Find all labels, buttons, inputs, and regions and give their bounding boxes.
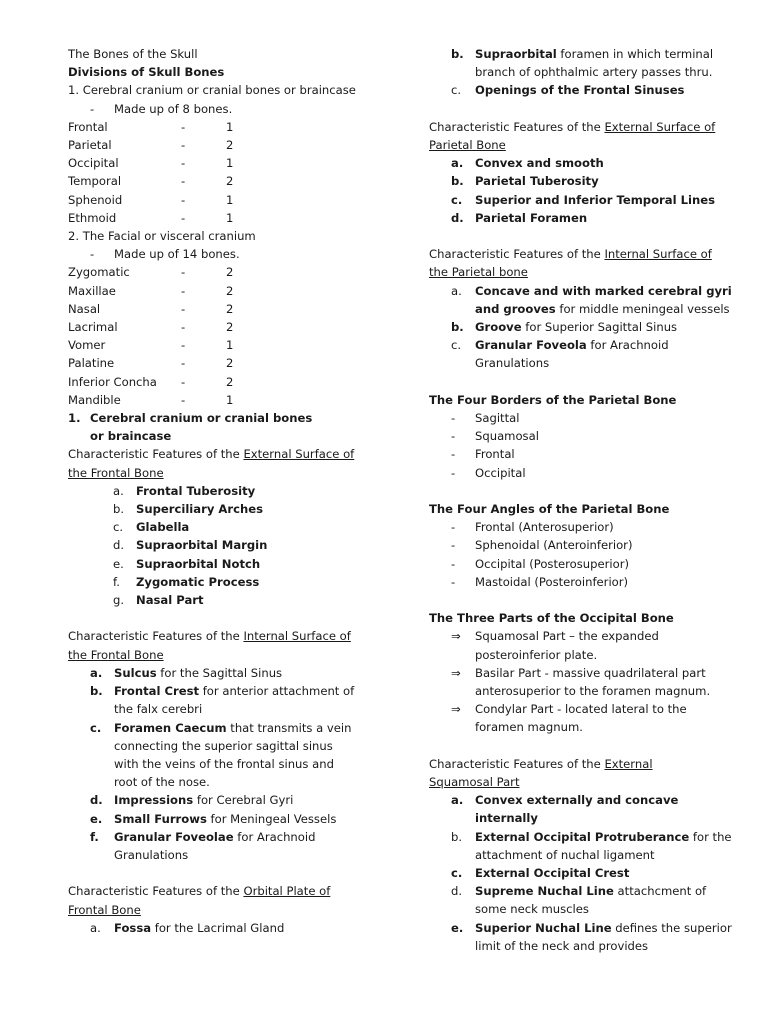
list-item: c. Glabella — [113, 520, 190, 535]
ext-squamosal-list — [429, 791, 734, 955]
list-item: - Frontal (Anterosuperior) — [451, 520, 614, 535]
list-item: f. Granular Foveolae for Arachnoid Granulations — [90, 829, 316, 862]
occipital-parts-list — [429, 627, 734, 736]
list-item: a. Concave and with marked cerebral gyri and grooves for middle meningeal vessels — [451, 283, 732, 316]
arrow-icon: ⇒ — [451, 665, 461, 680]
section-heading-ext-frontal: Characteristic Features of the External Surface of the Frontal Bone — [68, 447, 355, 480]
ext-parietal-list — [429, 154, 734, 227]
occipital-heading: The Three Parts of the Occipital Bone — [429, 611, 674, 626]
list-item: e. Superior Nuchal Line defines the superior limit of the neck and provides — [451, 920, 732, 953]
list-item: d. Parietal Foramen — [451, 210, 588, 225]
list-item: - Occipital (Posterosuperior) — [451, 556, 630, 571]
angles-heading: The Four Angles of the Parietal Bone — [429, 502, 670, 517]
bone-row: Ethmoid - 1 — [68, 210, 234, 225]
list-item: d. Supreme Nuchal Line attachcment of some neck muscles — [451, 884, 707, 917]
section-heading-int-parietal: Characteristic Features of the Internal Surface of the Parietal bone — [429, 247, 712, 280]
ext-frontal-list — [68, 482, 368, 609]
arrow-icon: ⇒ — [451, 702, 461, 717]
list-item: a. Convex externally and concave internally — [451, 793, 679, 826]
bold-section-heading: 1. Cerebral cranium or cranial bones or braincase — [68, 411, 313, 444]
list-item: b. Groove for Superior Sagittal Sinus — [451, 320, 678, 335]
dash-marker: - — [90, 101, 95, 116]
section-heading-orbital: Characteristic Features of the Orbital Plate of Frontal Bone — [68, 884, 331, 917]
list-item: f. Zygomatic Process — [113, 574, 260, 589]
bone-row: Frontal - 1 — [68, 119, 234, 134]
list-item: a. Frontal Tuberosity — [113, 483, 256, 498]
divisions-heading: Divisions of Skull Bones — [68, 65, 225, 80]
bone-row: Vomer - 1 — [68, 338, 234, 353]
list-item: g. Nasal Part — [113, 593, 204, 608]
bone-row: Nasal - 2 — [68, 301, 234, 316]
section-heading-ext-parietal: Characteristic Features of the External Surface of Parietal Bone — [429, 119, 716, 152]
angles-list — [429, 518, 734, 591]
bone-row: Maxillae - 2 — [68, 283, 234, 298]
bone-row: Palatine - 2 — [68, 356, 234, 371]
list-item: ⇒ Basilar Part - massive quadrilateral part anterosuperior to the foramen magnum. — [429, 664, 734, 700]
list-item: - Frontal — [451, 447, 515, 462]
cranium-count: - Made up of 8 bones. — [68, 100, 368, 118]
facial-line: 2. The Facial or visceral cranium — [68, 229, 256, 244]
bone-row: Temporal - 2 — [68, 174, 234, 189]
list-item: ⇒ Squamosal Part – the expanded posteroinferior plate. — [429, 627, 734, 663]
list-item: e. Supraorbital Notch — [113, 556, 261, 571]
list-item: - Squamosal — [451, 429, 539, 444]
int-parietal-list — [429, 282, 734, 373]
list-item: a. Fossa for the Lacrimal Gland — [90, 920, 285, 935]
bone-row: Parietal - 2 — [68, 138, 234, 153]
list-item: a. Convex and smooth — [451, 156, 604, 171]
list-item: c. Foramen Caecum that transmits a vein connecting the superior sagittal sinus with the veins of the frontal sinus and root of the nose. — [90, 720, 352, 790]
list-item: d. Supraorbital Margin — [113, 538, 268, 553]
facial-count: - Made up of 14 bones. — [68, 245, 368, 263]
list-item: e. Small Furrows for Meningeal Vessels — [90, 811, 337, 826]
list-item: - Sphenoidal (Anteroinferior) — [451, 538, 633, 553]
orbital-cont-list — [429, 45, 734, 100]
list-item: c. Openings of the Frontal Sinuses — [451, 83, 685, 98]
bone-row: Zygomatic - 2 — [68, 265, 234, 280]
cranium-line: 1. Cerebral cranium or cranial bones or braincase — [68, 83, 356, 98]
list-item: ⇒ Condylar Part - located lateral to the foramen magnum. — [429, 700, 734, 736]
list-item: d. Impressions for Cerebral Gyri — [90, 793, 294, 808]
bone-row: Mandible - 1 — [68, 392, 234, 407]
section-heading-ext-squamosal: Characteristic Features of the External Squamosal Part — [429, 756, 653, 790]
bone-row: Sphenoid - 1 — [68, 192, 234, 207]
list-item: - Mastoidal (Posteroinferior) — [451, 574, 629, 589]
document-title: The Bones of the Skull — [68, 47, 198, 61]
bone-row: Occipital - 1 — [68, 156, 234, 171]
borders-list — [429, 409, 734, 482]
list-item: - Sagittal — [451, 411, 520, 426]
list-item: c. Granular Foveola for Arachnoid Granulations — [451, 338, 669, 371]
list-item: c. External Occipital Crest — [451, 866, 630, 881]
list-item: b. External Occipital Protruberance for the attachment of nuchal ligament — [451, 829, 732, 862]
left-column — [68, 45, 368, 937]
right-column — [429, 45, 734, 955]
list-item: b. Parietal Tuberosity — [451, 174, 599, 189]
list-item: c. Superior and Inferior Temporal Lines — [451, 192, 715, 207]
list-item: b. Supraorbital foramen in which terminal branch of ophthalmic artery passes thru. — [451, 47, 714, 80]
list-item: a. Sulcus for the Sagittal Sinus — [90, 665, 283, 680]
orbital-list — [68, 919, 368, 937]
arrow-icon: ⇒ — [451, 629, 461, 644]
list-item: b. Frontal Crest for anterior attachment of the falx cerebri — [90, 684, 355, 717]
borders-heading: The Four Borders of the Parietal Bone — [429, 392, 677, 407]
bone-row: Inferior Concha - 2 — [68, 374, 234, 389]
list-item: - Occipital — [451, 465, 526, 480]
section-heading-int-frontal: Characteristic Features of the Internal Surface of the Frontal Bone — [68, 629, 351, 662]
facial-bone-list — [68, 263, 368, 409]
dash-marker: - — [90, 247, 95, 262]
list-item: b. Superciliary Arches — [113, 502, 263, 517]
bone-row: Lacrimal - 2 — [68, 320, 234, 335]
cranial-bone-list — [68, 118, 368, 227]
int-frontal-list — [68, 664, 368, 864]
